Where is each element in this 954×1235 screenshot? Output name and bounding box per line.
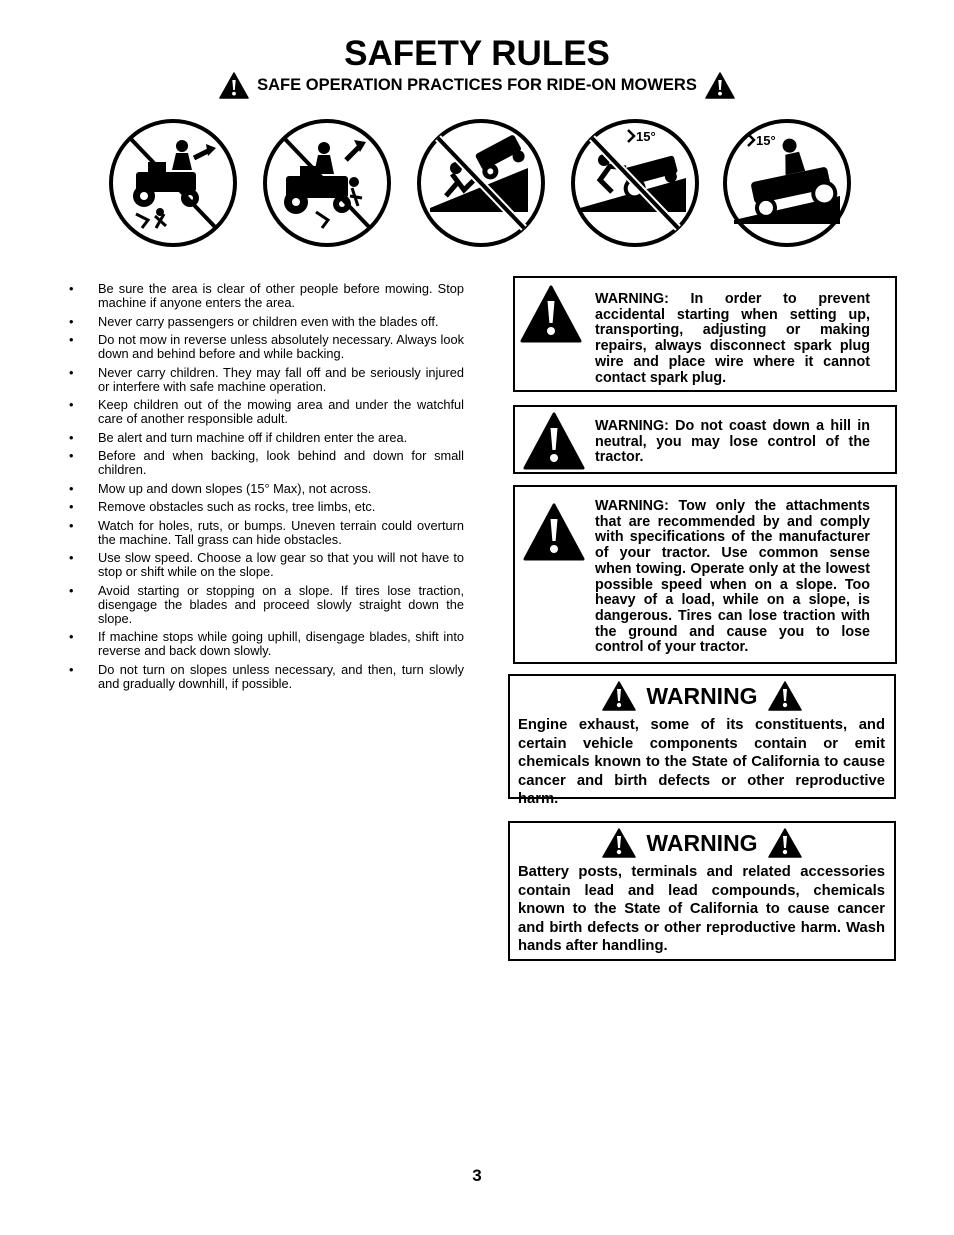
list-item: • If machine stops while going uphill, disengage blades, shift into reverse and back down slowly.: [66, 630, 464, 658]
warning-triangle-icon: [705, 72, 735, 99]
warning-heading-text: WARNING: [646, 682, 758, 709]
warning-triangle-icon: [219, 72, 249, 99]
list-item: • Watch for holes, ruts, or bumps. Uneven terrain could overturn the machine. Tall grass can hide obstacles.: [66, 519, 464, 547]
list-item: • Never carry children. They may fall off and be seriously injured or interfere with safe machine operation.: [66, 366, 464, 394]
list-item: • Be sure the area is clear of other people before mowing. Stop machine if anyone enters the area.: [66, 282, 464, 310]
warning-box-spark-plug: [513, 276, 897, 392]
warning-triangle-icon: [520, 285, 582, 343]
pictogram-row: [108, 116, 848, 252]
warning-heading-text: WARNING: [646, 829, 758, 856]
slope-15-across-pictogram: [570, 116, 700, 250]
warning-box-coast-hill: [513, 405, 897, 474]
warning-text: WARNING: In order to prevent accidental starting when setting up, transporting, adjusting or making repairs, always disconnect spark plug wire and place wire where it cannot contact spark plug.: [595, 291, 870, 386]
list-item: • Do not mow in reverse unless absolutely necessary. Always look down and behind before and while backing.: [66, 333, 464, 361]
warning-text: WARNING: Do not coast down a hill in neutral, you may lose control of the tractor.: [595, 418, 870, 466]
list-item: • Be alert and turn machine off if children enter the area.: [66, 431, 464, 445]
page-number: 3: [472, 1166, 482, 1185]
page-title: SAFETY RULES: [344, 34, 610, 73]
list-item: • Never carry passengers or children even with the blades off.: [66, 315, 464, 329]
warning-text: Battery posts, terminals and related accessories contain lead and lead compounds, chemicals known to the State of California to cause cancer and birth defects or other reproductive harm. Wash hands after handling.: [518, 864, 885, 955]
warning-triangle-icon: [523, 412, 585, 470]
list-item: • Do not turn on slopes unless necessary, and then, turn slowly and gradually downhill, if possible.: [66, 663, 464, 691]
list-item: • Remove obstacles such as rocks, tree limbs, etc.: [66, 500, 464, 514]
warning-box-towing: [513, 485, 897, 664]
safety-bullet-list: [66, 282, 464, 695]
no-children-passengers-pictogram: [262, 116, 392, 250]
no-rollover-pictogram: [416, 116, 546, 250]
no-passengers-pictogram: [108, 116, 238, 250]
section-subtitle: [0, 72, 954, 99]
warning-heading: [510, 681, 894, 711]
warning-triangle-icon: [768, 828, 802, 858]
warning-triangle-icon: [768, 681, 802, 711]
california-warning-battery: [508, 821, 896, 961]
warning-text: Engine exhaust, some of its constituents, and certain vehicle components contain or emit chemicals known to the State of California to cause cancer and birth defects or other reproductive harm.: [518, 717, 885, 808]
warning-triangle-icon: [602, 828, 636, 858]
warning-triangle-icon: [602, 681, 636, 711]
warning-text: WARNING: Tow only the attachments that are recommended by and comply with specifications of the manufacturer of your tractor. Use common sense when towing. Operate only at the lowest possible speed when on a slope. Too heavy of a load, while on a slope, is dangerous. Tires can lose traction with the ground and cause you to lose control of your tractor.: [595, 498, 870, 656]
subtitle-text: SAFE OPERATION PRACTICES FOR RIDE-ON MOWERS: [257, 76, 697, 94]
slope-15-max-pictogram: [722, 116, 852, 250]
list-item: • Keep children out of the mowing area and under the watchful care of another responsible adult.: [66, 398, 464, 426]
list-item: • Before and when backing, look behind and down for small children.: [66, 449, 464, 477]
warning-heading: [510, 828, 894, 858]
slope-angle-label: 15°: [756, 133, 776, 148]
california-warning-exhaust: [508, 674, 896, 808]
warning-triangle-icon: [523, 503, 585, 561]
slope-angle-label: 15°: [636, 129, 656, 144]
list-item: • Mow up and down slopes (15° Max), not across.: [66, 482, 464, 496]
list-item: • Use slow speed. Choose a low gear so that you will not have to stop or shift while on the slope.: [66, 551, 464, 579]
list-item: • Avoid starting or stopping on a slope. If tires lose traction, disengage the blades and proceed slowly straight down the slope.: [66, 584, 464, 626]
